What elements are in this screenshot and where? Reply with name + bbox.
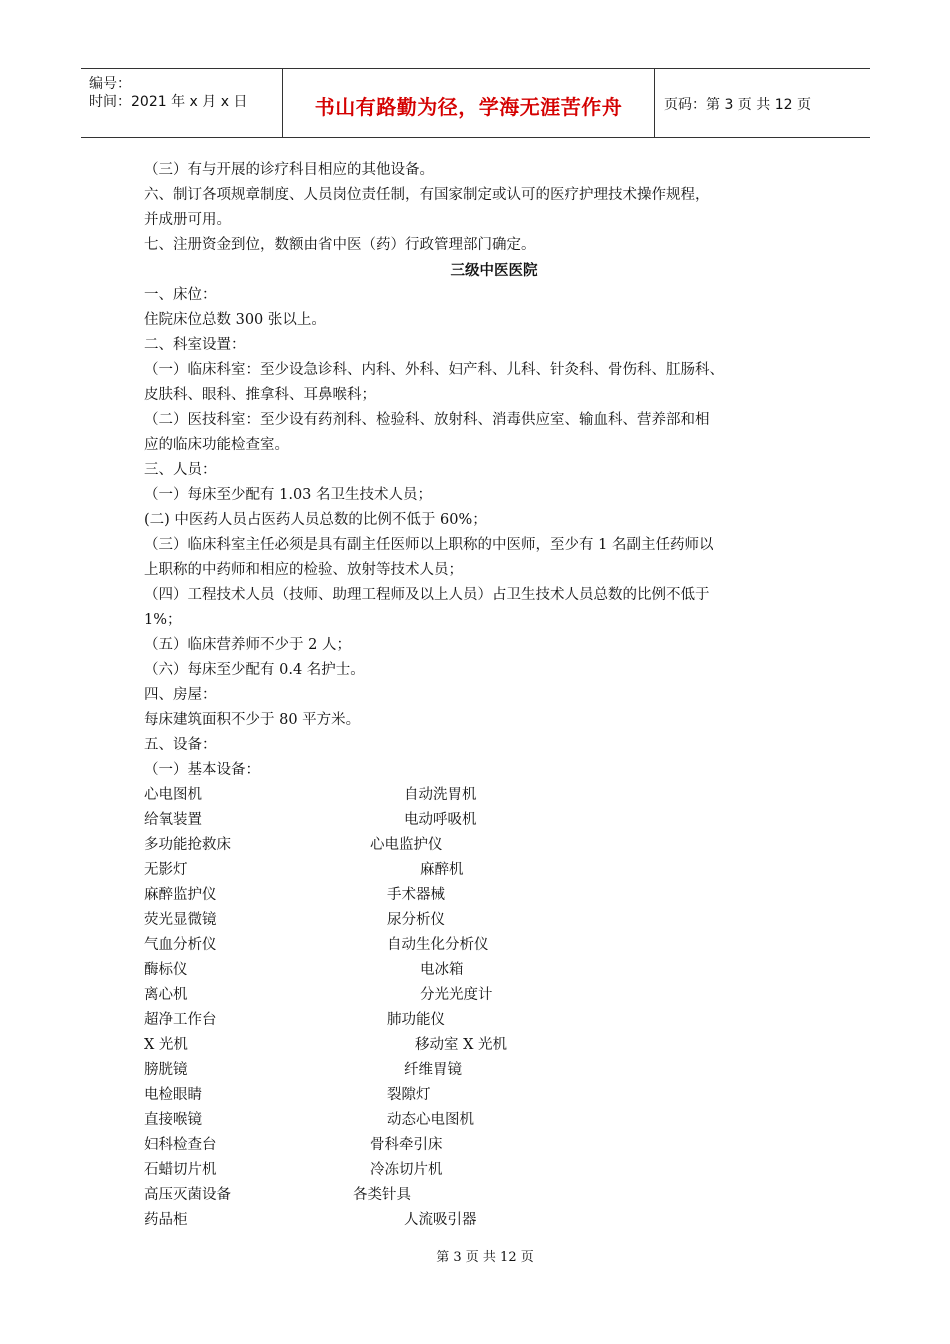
body-line: 每床建筑面积不少于 80 平方米。 xyxy=(144,712,361,728)
body-line: 并成册可用。 xyxy=(144,212,231,228)
body-line: 应的临床功能检查室。 xyxy=(144,437,289,453)
equipment-row xyxy=(144,958,824,983)
equipment-item: X 光机 xyxy=(144,1037,188,1053)
header-page-cell xyxy=(654,69,870,137)
equipment-item: 纤维胃镜 xyxy=(404,1062,462,1078)
equipment-item: 气血分析仪 xyxy=(144,937,217,953)
body-line: （一）临床科室：至少设急诊科、内科、外科、妇产科、儿科、针灸科、骨伤科、肛肠科、 xyxy=(144,362,724,378)
page-footer: 第 3 页 共 12 页 xyxy=(436,1250,534,1265)
equipment-item: 离心机 xyxy=(144,987,188,1003)
equipment-item: 电动呼吸机 xyxy=(404,812,477,828)
equipment-item: 石蜡切片机 xyxy=(144,1162,217,1178)
document-body xyxy=(144,158,824,1233)
equipment-item: 心电监护仪 xyxy=(370,837,443,853)
equipment-item: 尿分析仪 xyxy=(387,912,445,928)
equipment-row xyxy=(144,1108,824,1133)
body-line: 二、科室设置： xyxy=(144,337,246,353)
equipment-item: 无影灯 xyxy=(144,862,188,878)
header-page-info: 页码：第 3 页 共 12 页 xyxy=(664,97,811,113)
header-motto-cell xyxy=(282,69,655,137)
equipment-row xyxy=(144,908,824,933)
body-line: （一）基本设备： xyxy=(144,762,260,778)
equipment-item: 荧光显微镜 xyxy=(144,912,217,928)
equipment-item: 各类针具 xyxy=(353,1187,411,1203)
body-line: 一、床位： xyxy=(144,287,217,303)
equipment-row xyxy=(144,1133,824,1158)
body-line: （三）有与开展的诊疗科目相应的其他设备。 xyxy=(144,162,434,178)
body-line: （三）临床科室主任必须是具有副主任医师以上职称的中医师，至少有 1 名副主任药师以 xyxy=(144,537,714,553)
equipment-item: 麻醉机 xyxy=(420,862,464,878)
equipment-list xyxy=(144,783,824,1233)
equipment-row xyxy=(144,1083,824,1108)
equipment-item: 妇科检查台 xyxy=(144,1137,217,1153)
header-meta xyxy=(81,69,281,137)
body-line: (二) 中医药人员占医药人员总数的比例不低于 60%； xyxy=(144,512,487,528)
equipment-item: 给氧装置 xyxy=(144,812,202,828)
body-line: 七、注册资金到位，数额由省中医（药）行政管理部门确定。 xyxy=(144,237,536,253)
equipment-row xyxy=(144,933,824,958)
equipment-item: 高压灭菌设备 xyxy=(144,1187,231,1203)
equipment-item: 电检眼睛 xyxy=(144,1087,202,1103)
equipment-row xyxy=(144,1158,824,1183)
equipment-item: 电冰箱 xyxy=(420,962,464,978)
document-number-label: 编号： xyxy=(89,76,131,92)
body-line: 皮肤科、眼科、推拿科、耳鼻喉科； xyxy=(144,387,376,403)
section-title: 三级中医医院 xyxy=(450,262,538,279)
body-line: 五、设备： xyxy=(144,737,217,753)
equipment-item: 手术器械 xyxy=(387,887,445,903)
page-header xyxy=(81,68,870,138)
equipment-row xyxy=(144,883,824,908)
equipment-row xyxy=(144,783,824,808)
body-line: 六、制订各项规章制度、人员岗位责任制，有国家制定或认可的医疗护理技术操作规程， xyxy=(144,187,710,203)
equipment-row xyxy=(144,1208,824,1233)
equipment-row xyxy=(144,1058,824,1083)
equipment-row xyxy=(144,1008,824,1033)
equipment-item: 肺功能仪 xyxy=(387,1012,445,1028)
equipment-row xyxy=(144,808,824,833)
equipment-item: 分光光度计 xyxy=(420,987,493,1003)
equipment-item: 酶标仪 xyxy=(144,962,188,978)
header-motto: 书山有路勤为径，学海无涯苦作舟 xyxy=(314,95,623,119)
equipment-item: 裂隙灯 xyxy=(387,1087,431,1103)
body-line: 住院床位总数 300 张以上。 xyxy=(144,312,326,328)
equipment-item: 膀胱镜 xyxy=(144,1062,188,1078)
body-line: 三、人员： xyxy=(144,462,217,478)
section-lines xyxy=(144,283,824,783)
equipment-item: 麻醉监护仪 xyxy=(144,887,217,903)
equipment-item: 骨科牵引床 xyxy=(370,1137,443,1153)
equipment-item: 自动洗胃机 xyxy=(404,787,477,803)
equipment-item: 冷冻切片机 xyxy=(370,1162,443,1178)
equipment-item: 人流吸引器 xyxy=(404,1212,477,1228)
equipment-row xyxy=(144,858,824,883)
body-line: 上职称的中药师和相应的检验、放射等技术人员； xyxy=(144,562,463,578)
equipment-row xyxy=(144,983,824,1008)
body-line: （一）每床至少配有 1.03 名卫生技术人员； xyxy=(144,487,433,503)
equipment-item: 自动生化分析仪 xyxy=(387,937,489,953)
body-line: （六）每床至少配有 0.4 名护士。 xyxy=(144,662,365,678)
equipment-row xyxy=(144,1183,824,1208)
equipment-row xyxy=(144,833,824,858)
body-line: 1%； xyxy=(144,612,182,628)
document-date-label: 时间：2021 年 x 月 x 日 xyxy=(89,94,248,110)
equipment-item: 动态心电图机 xyxy=(387,1112,474,1128)
equipment-item: 超净工作台 xyxy=(144,1012,217,1028)
equipment-item: 多功能抢救床 xyxy=(144,837,231,853)
body-line: 四、房屋： xyxy=(144,687,217,703)
equipment-item: 药品柜 xyxy=(144,1212,188,1228)
equipment-item: 移动室 X 光机 xyxy=(415,1037,508,1053)
equipment-item: 直接喉镜 xyxy=(144,1112,202,1128)
equipment-item: 心电图机 xyxy=(144,787,202,803)
body-line: （二）医技科室：至少设有药剂科、检验科、放射科、消毒供应室、输血科、营养部和相 xyxy=(144,412,710,428)
body-line: （四）工程技术人员（技师、助理工程师及以上人员）占卫生技术人员总数的比例不低于 xyxy=(144,587,710,603)
body-line: （五）临床营养师不少于 2 人； xyxy=(144,637,351,653)
equipment-row xyxy=(144,1033,824,1058)
